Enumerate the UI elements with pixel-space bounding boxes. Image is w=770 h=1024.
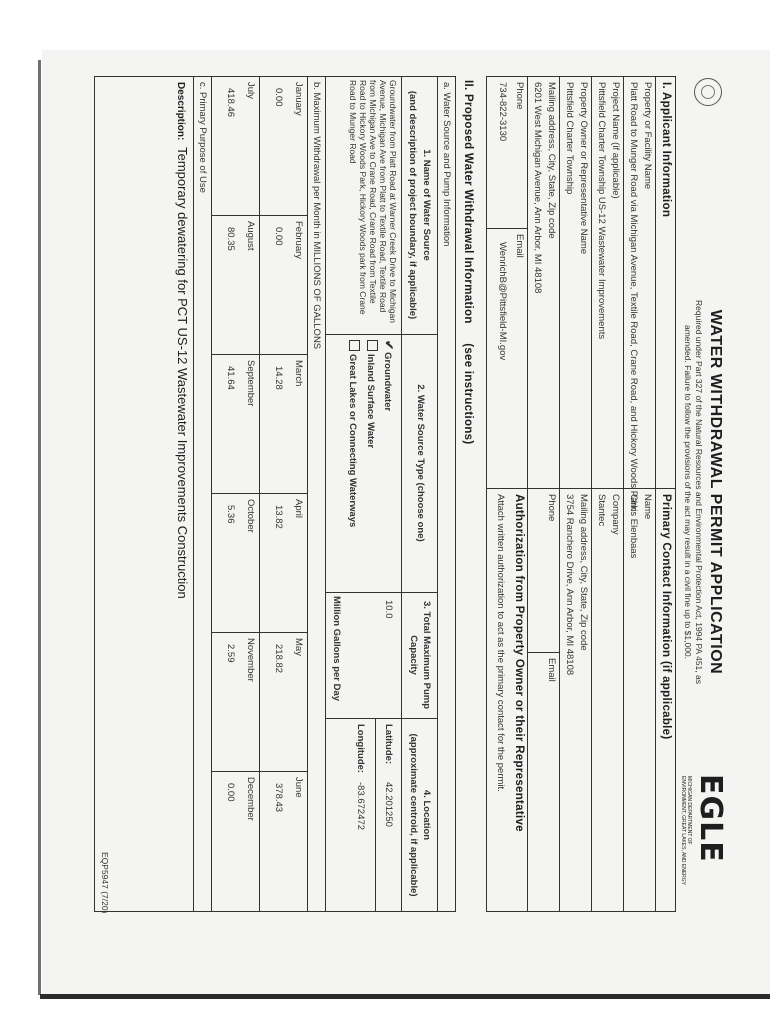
project-value[interactable]: Pittsfield Charter Township US-12 Wastewater Improvements: [596, 82, 607, 340]
authorization-title: Authorization from Property Owner or their Representative: [513, 494, 525, 832]
water-source-line-3: from Michigan Ave to Crane Road, Crane Road from Textile: [368, 80, 378, 304]
form-subtitle-1: Required under Part 327 of the Natural Resources and Environmental Protection Act, 1994 PA 451, as: [694, 300, 704, 684]
latitude-value[interactable]: 42.201250: [383, 782, 394, 827]
checkbox-icon: [349, 340, 360, 351]
contact-mailing-value[interactable]: 3754 Ranchero Drive, Ann Arbor, MI 48108: [564, 494, 575, 676]
checkbox-icon: [367, 340, 378, 351]
month-label: September: [245, 360, 256, 407]
property-value[interactable]: Platt Road to Munger Road via Michigan Avenue, Textile Road, Crane Road, and Hickory Woods Park: [628, 82, 639, 511]
egle-logo: [680, 774, 728, 886]
month-value[interactable]: 418.46: [225, 88, 236, 118]
company-value[interactable]: Stantec: [596, 494, 607, 527]
applicant-mailing-label: Mailing address, City, State, Zip code: [546, 82, 557, 239]
groundwater-option[interactable]: [382, 340, 396, 411]
great-lakes-label: Great Lakes or Connecting Waterways: [347, 354, 358, 528]
form-title: WATER WITHDRAWAL PERMIT APPLICATION: [707, 309, 724, 675]
month-value[interactable]: 14.28: [273, 366, 284, 390]
month-label: February: [293, 221, 304, 260]
water-source-name-subheader: (and description of project boundary, if applicable): [407, 90, 418, 320]
owner-label: Property Owner or Representative Name: [578, 82, 589, 255]
contact-mailing-label: Mailing address, City, State, Zip code: [578, 494, 589, 651]
authorization-text: Attach written authorization to act as the primary contact for the permit.: [495, 494, 506, 792]
inland-surface-option[interactable]: [365, 340, 378, 448]
month-value[interactable]: 5.36: [225, 505, 236, 524]
month-value[interactable]: 2.59: [225, 644, 236, 663]
groundwater-label: Groundwater: [382, 352, 393, 412]
agency-name-1: MICHIGAN DEPARTMENT OF: [686, 776, 692, 845]
subsection-a-title: a. Water Source and Pump Information: [441, 82, 452, 247]
contact-name-value[interactable]: Chris Elenbaas: [628, 494, 639, 559]
see-instructions: (see instructions): [462, 343, 474, 445]
agency-name-2: ENVIRONMENT, GREAT LAKES, AND ENERGY: [680, 776, 686, 886]
longitude-label: Longitude:: [355, 724, 366, 774]
month-value[interactable]: 378.43: [273, 783, 284, 813]
primary-contact-title: Primary Contact Information (if applicable): [660, 494, 672, 740]
permit-form: [88, 52, 728, 932]
property-label: Property or Facility Name: [642, 82, 653, 190]
applicant-email-label: Email: [514, 234, 525, 258]
location-header-1: 4. Location: [421, 789, 432, 841]
water-source-line-1: Groundwater from Platt Road at Warner Creek Drive to Michigan: [388, 80, 398, 323]
pump-capacity-header-1: 3. Total Maximum Pump: [421, 600, 432, 710]
month-value[interactable]: 0.00: [273, 227, 284, 246]
month-value[interactable]: 0.00: [225, 783, 236, 802]
pump-capacity-header-2: Capacity: [408, 635, 419, 675]
inland-surface-label: Inland Surface Water: [365, 354, 376, 449]
longitude-value[interactable]: -83.672472: [355, 782, 366, 831]
month-label: May: [293, 638, 304, 656]
project-label: Project Name (if applicable): [610, 82, 621, 199]
month-label: July: [245, 82, 256, 99]
location-header-2: (approximate centroid, if applicable): [408, 733, 419, 897]
applicant-mailing-value[interactable]: 6201 West Michigan Avenue, Ann Arbor, MI 48108: [532, 82, 543, 294]
month-value[interactable]: 80.35: [225, 227, 236, 251]
contact-phone-label: Phone: [546, 494, 557, 522]
month-label: December: [245, 777, 256, 821]
company-label: Company: [610, 494, 621, 535]
month-label: August: [245, 221, 256, 251]
section-i-divider: [486, 488, 676, 489]
contact-email-label: Email: [546, 658, 557, 682]
owner-value[interactable]: Pittsfield Charter Township: [564, 82, 575, 195]
month-label: March: [293, 360, 304, 387]
month-label: October: [245, 499, 256, 533]
latitude-label: Latitude:: [383, 724, 394, 765]
water-source-type-header: 2. Water Source Type (choose one): [415, 384, 426, 542]
applicant-section-title: I. Applicant Information: [660, 82, 672, 218]
form-number: EQP5947 (7/20): [100, 852, 110, 914]
pump-capacity-value[interactable]: 10.0: [383, 600, 394, 619]
applicant-phone-label: Phone: [514, 82, 525, 110]
subsection-c-title: c. Primary Purpose of Use: [197, 82, 208, 193]
month-value[interactable]: 41.64: [225, 366, 236, 390]
egle-logo-text: EGLE: [693, 774, 728, 863]
month-label: November: [245, 638, 256, 682]
water-source-line-4: Road to Hickory Woods Park, Hickory Woods park from Crane: [358, 80, 368, 315]
proposed-title-text: II. Proposed Water Withdrawal Information: [462, 80, 474, 324]
water-source-line-2: Avenue, Michigan Ave from Platt to Textile Road, Textile Road: [378, 80, 388, 313]
month-value[interactable]: 218.82: [273, 644, 284, 674]
month-label: April: [293, 499, 304, 519]
applicant-email-value[interactable]: WenrichB@Pittsfield-MI.gov: [497, 242, 508, 361]
pump-capacity-unit: Million Gallons per Day: [331, 596, 342, 702]
scan-shadow-bottom: [40, 994, 770, 999]
great-lakes-option[interactable]: [347, 340, 360, 527]
month-value[interactable]: 13.82: [273, 505, 284, 529]
applicant-phone-value[interactable]: 734-822-3130: [497, 82, 508, 142]
contact-name-label: Name: [642, 494, 653, 520]
month-label: June: [293, 777, 304, 798]
proposed-section-title: [462, 80, 474, 444]
description-value: Temporary dewatering for PCT US-12 Wastewater Improvements Construction: [175, 147, 190, 599]
water-source-name-header: 1. Name of Water Source: [421, 149, 432, 261]
form-subtitle-2: amended. Failure to follow the provisions of the act may result in a civil fine up to $1,000.: [683, 324, 693, 660]
month-label: January: [293, 82, 304, 116]
subsection-b-title: b. Maximum Withdrawal per Month in MILLIONS OF GALLONS: [311, 82, 322, 350]
checkmark-icon: ✔: [382, 340, 396, 351]
purpose-description[interactable]: [175, 82, 190, 599]
month-value[interactable]: 0.00: [273, 88, 284, 107]
description-label: Description:: [175, 82, 186, 141]
water-source-line-5: Road to Munger Road: [348, 80, 358, 164]
water-source-description[interactable]: [348, 80, 398, 323]
scan-shadow-left: [38, 60, 41, 995]
